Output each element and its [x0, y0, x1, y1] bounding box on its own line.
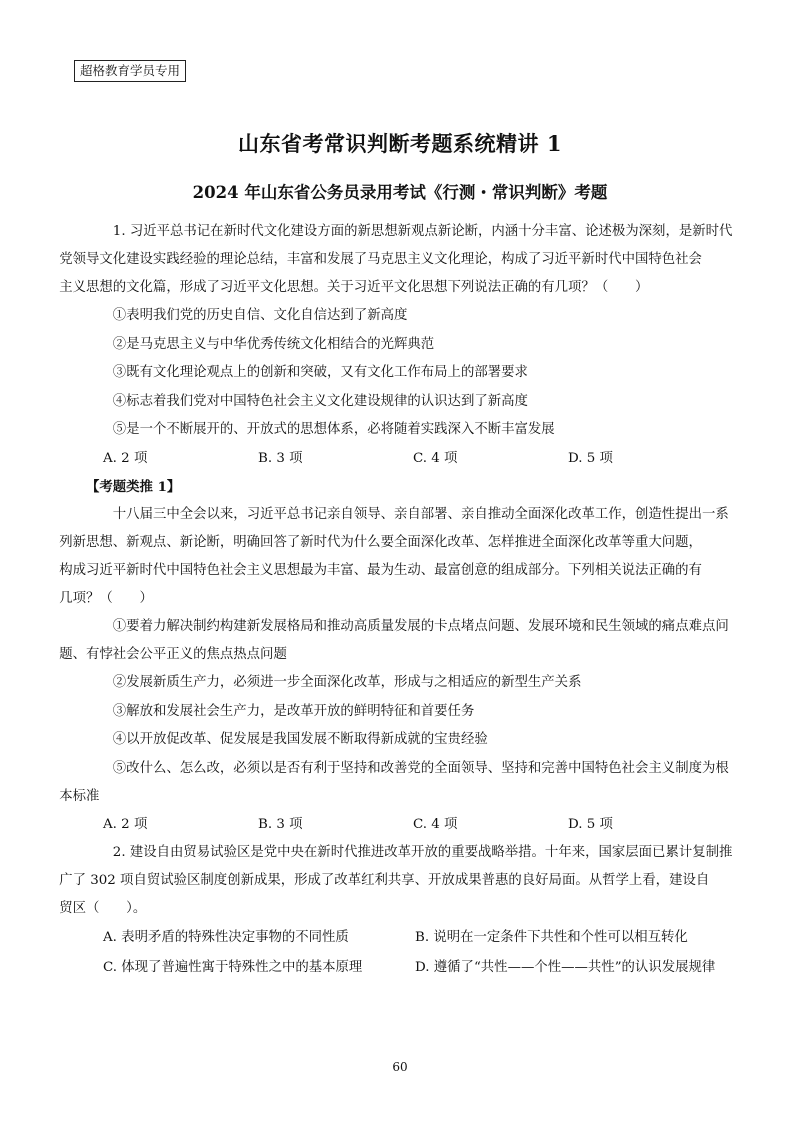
choice-c: C. 体现了普遍性寓于特殊性之中的基本原理 [103, 960, 363, 975]
choice-c: C. 4 项 [413, 450, 458, 466]
stem-line: 十八届三中全会以来，习近平总书记亲自领导、亲自部署、亲自推动全面深化改革工作，创造性提出一系 [112, 507, 729, 522]
question-2-choices-row-2 [86, 953, 726, 983]
statement-item: ①表明我们党的历史自信、文化自信达到了新高度 [112, 308, 408, 323]
item-line: ①要着力解决制约构建新发展格局和推动高质量发展的卡点堵点问题、发展环境和民生领域的痛点难点问 [112, 619, 729, 634]
statement-item: ②是马克思主义与中华优秀传统文化相结合的光辉典范 [112, 336, 435, 352]
choice-b: B. 说明在一定条件下共性和个性可以相互转化 [415, 930, 688, 945]
choice-a: A. 表明矛盾的特殊性决定事物的不同性质 [103, 930, 349, 945]
stem-line: 广了 302 项自贸试验区制度创新成果，形成了改革红利共享、开放成果普惠的良好局面。从哲学上看，建设自 [59, 873, 710, 888]
stem-line: 贸区（ ）。 [59, 901, 147, 916]
statement-item: ③既有文化理论观点上的创新和突破，又有文化工作布局上的部署要求 [112, 365, 528, 380]
page-number: 60 [392, 1060, 408, 1074]
statement-item: ④标志着我们党对中国特色社会主义文化建设规律的认识达到了新高度 [112, 393, 528, 409]
item-line: ⑤改什么、怎么改，必须以是否有利于坚持和改善党的全面领导、坚持和完善中国特色社会主义制度为根 [112, 760, 729, 776]
question-1-choices [86, 445, 726, 474]
stem-line: 构成习近平新时代中国特色社会主义思想最为丰富、最为生动、最富创意的组成部分。下列相关说法正确的有 [59, 563, 702, 578]
choice-b: B. 3 项 [258, 450, 303, 466]
question-1-stem [59, 218, 733, 302]
statement-item: ②发展新质生产力，必须进一步全面深化改革，形成与之相适应的新型生产关系 [112, 675, 582, 690]
page-title: 山东省考常识判断考题系统精讲 1 [238, 131, 562, 156]
stem-line: 列新思想、新观点、新论断，明确回答了新时代为什么要全面深化改革、怎样推进全面深化改革等重大问题， [59, 535, 702, 550]
statement-item: ③解放和发展社会生产力，是改革开放的鲜明特征和首要任务 [112, 703, 475, 719]
choice-a: A. 2 项 [103, 816, 148, 832]
choice-a: A. 2 项 [103, 450, 148, 466]
stem-line: 2. 建设自由贸易试验区是党中央在新时代推进改革开放的重要战略举措。十年来，国家层面已累计复制推 [112, 845, 733, 860]
choice-b: B. 3 项 [258, 816, 303, 832]
choice-c: C. 4 项 [413, 816, 458, 832]
choice-d: D. 5 项 [568, 816, 613, 832]
similar-question-stem [59, 501, 729, 613]
question-2-choices-row-1 [86, 923, 726, 953]
item-line: 本标准 [59, 788, 100, 804]
similar-question-choices [86, 811, 726, 840]
statement-item: ④以开放促改革、促发展是我国发展不断取得新成就的宝贵经验 [112, 732, 488, 747]
stem-line: 几项？（ ） [59, 591, 153, 606]
section-heading: 【考题类推 1】 [86, 479, 181, 495]
stem-line: 主义思想的文化篇，形成了习近平文化思想。关于习近平文化思想下列说法正确的有几项？（ ） [59, 280, 649, 295]
page-subtitle: 2024 年山东省公务员录用考试《行测・常识判断》考题 [192, 183, 608, 202]
document-body [59, 213, 733, 983]
statement-item: ⑤是一个不断展开的、开放式的思想体系，必将随着实践深入不断丰富发展 [112, 422, 555, 437]
statement-item [59, 613, 729, 669]
stem-line: 党领导文化建设实践经验的理论总结，丰富和发展了马克思主义文化理论，构成了习近平新时代中国特色社会 [59, 252, 702, 267]
question-2-stem [59, 839, 733, 923]
item-line: 题、有悖社会公平正义的焦点热点问题 [59, 647, 287, 662]
statement-item [59, 755, 729, 811]
header-tag: 超格教育学员专用 [74, 60, 186, 82]
stem-line: 1. 习近平总书记在新时代文化建设方面的新思想新观点新论断，内涵十分丰富、论述极为深刻，是新时代 [112, 224, 733, 239]
choice-d: D. 5 项 [568, 450, 613, 466]
choice-d: D. 遵循了“共性——个性——共性”的认识发展规律 [415, 960, 716, 975]
